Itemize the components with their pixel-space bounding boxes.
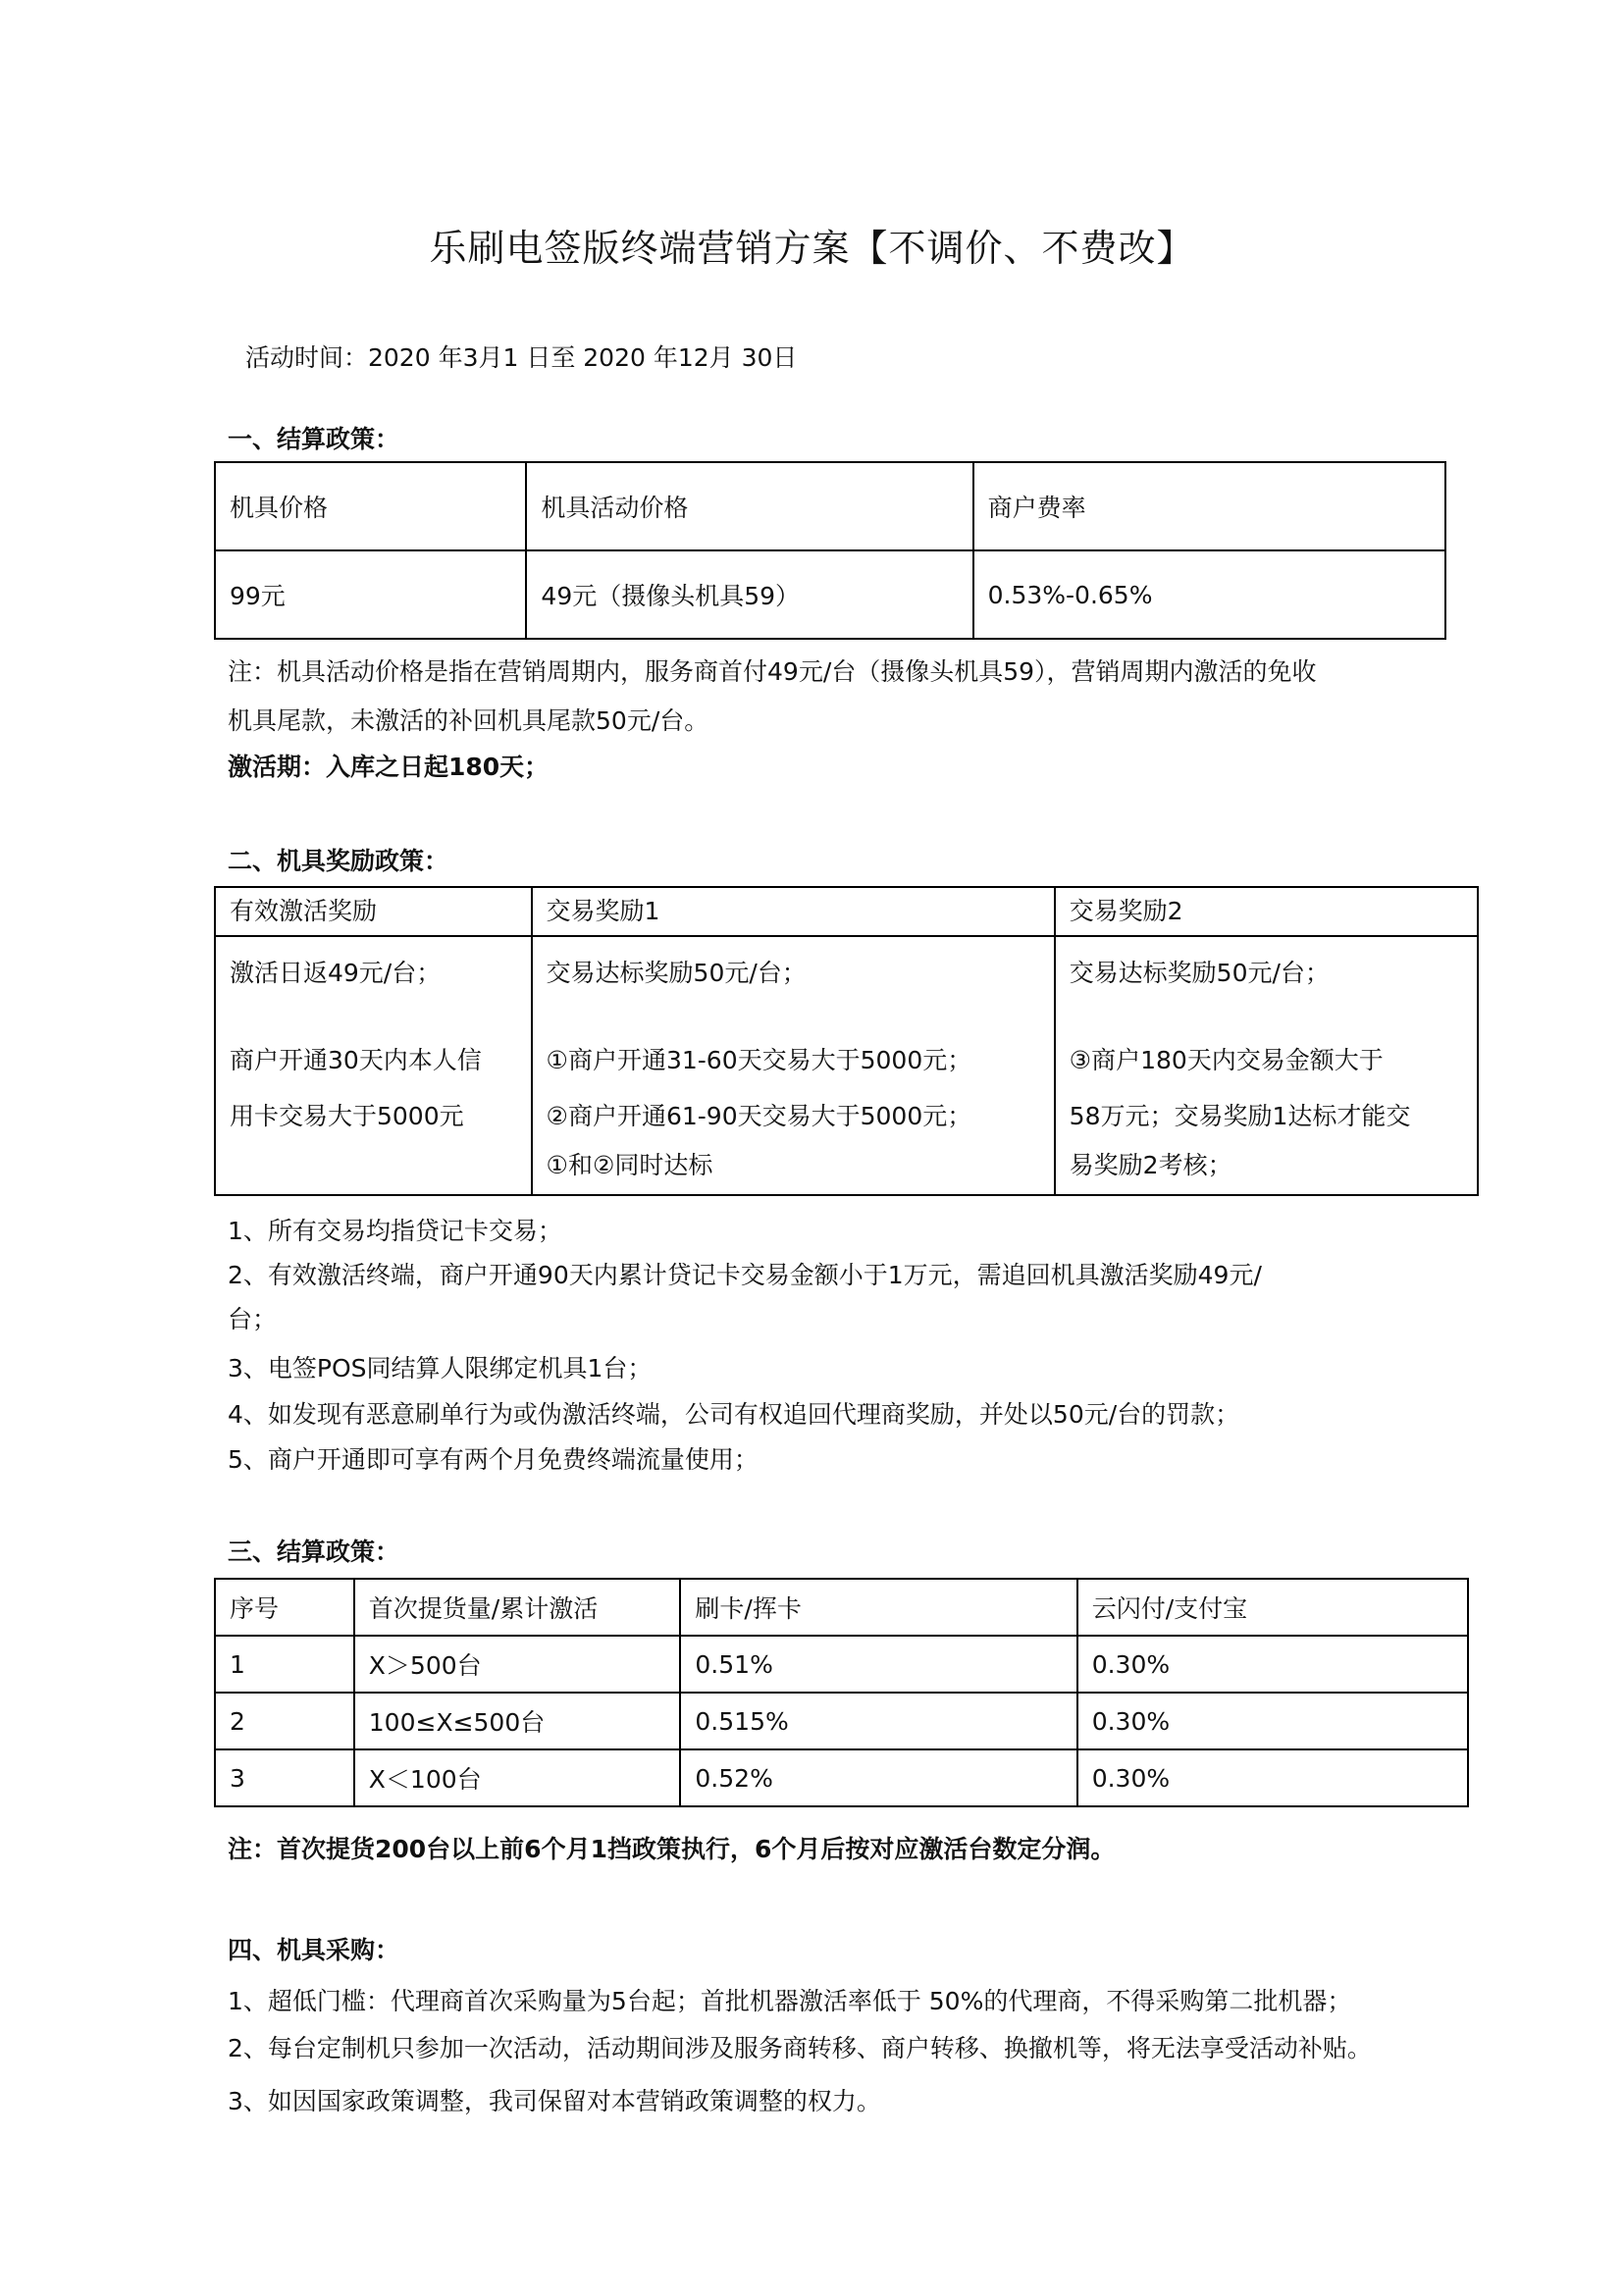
header-cell: 交易奖励2	[1055, 887, 1478, 936]
table-cell	[532, 936, 1055, 1195]
table-cell: 1	[215, 1636, 354, 1693]
cell-line: 商户开通30天内本人信	[230, 1046, 482, 1074]
section1-note: 机具尾款，未激活的补回机具尾款50元/台。	[228, 706, 709, 735]
section3-heading: 三、结算政策：	[228, 1538, 400, 1566]
table-header-row	[215, 1579, 1468, 1636]
table-cell: X＞500台	[354, 1636, 681, 1693]
cell-spacer	[547, 1001, 1040, 1032]
table-cell	[1055, 936, 1478, 1195]
cell-line: 易奖励2考核；	[1069, 1151, 1232, 1179]
header-cell: 云闪付/支付宝	[1077, 1579, 1468, 1636]
table-row	[215, 936, 1478, 1195]
table-row	[215, 1636, 1468, 1693]
reward-note: 台；	[228, 1305, 278, 1333]
header-cell: 刷卡/挥卡	[680, 1579, 1076, 1636]
section2-heading: 二、机具奖励政策：	[228, 847, 449, 875]
activation-period: 激活期：入库之日起180天；	[228, 753, 550, 781]
table-cell: 100≤X≤500台	[354, 1693, 681, 1749]
table-cell: 0.52%	[680, 1749, 1076, 1806]
activity-time: 活动时间：2020 年3月1 日至 2020 年12月 30日	[245, 343, 798, 372]
table-cell: 3	[215, 1749, 354, 1806]
reward-note: 2、有效激活终端，商户开通90天内累计贷记卡交易金额小于1万元，需追回机具激活奖励49元/	[228, 1261, 1262, 1289]
header-cell: 机具价格	[215, 462, 526, 550]
cell-line: ①和②同时达标	[546, 1151, 713, 1179]
tier-note: 注：首次提货200台以上前6个月1挡政策执行，6个月后按对应激活台数定分润。	[228, 1835, 1116, 1863]
table-header-row	[215, 887, 1478, 936]
table-cell: 0.53%-0.65%	[973, 550, 1445, 639]
header-cell: 首次提货量/累计激活	[354, 1579, 681, 1636]
page-title: 乐刷电签版终端营销方案【不调价、不费改】	[429, 227, 1195, 270]
cell-line: 激活日返49元/台；	[230, 959, 442, 987]
reward-note: 3、电签POS同结算人限绑定机具1台；	[228, 1354, 653, 1382]
cell-line: ③商户180天内交易金额大于	[1069, 1046, 1384, 1074]
tier-table	[214, 1578, 1469, 1807]
header-cell: 商户费率	[973, 462, 1445, 550]
table-cell: 0.30%	[1077, 1749, 1468, 1806]
table-cell: 2	[215, 1693, 354, 1749]
table-row	[215, 1749, 1468, 1806]
table-row	[215, 1693, 1468, 1749]
reward-note: 5、商户开通即可享有两个月免费终端流量使用；	[228, 1445, 759, 1474]
reward-note: 4、如发现有恶意刷单行为或伪激活终端，公司有权追回代理商奖励，并处以50元/台的罚款；	[228, 1400, 1240, 1429]
header-cell: 交易奖励1	[532, 887, 1055, 936]
table-cell: 0.30%	[1077, 1636, 1468, 1693]
section1-note: 注：机具活动价格是指在营销周期内，服务商首付49元/台（摄像头机具59），营销周期内激活的免收	[228, 657, 1317, 686]
cell-line: 58万元；交易奖励1达标才能交	[1069, 1102, 1411, 1130]
cell-line: ②商户开通61-90天交易大于5000元；	[546, 1102, 972, 1130]
table-cell: 49元（摄像头机具59）	[526, 550, 972, 639]
reward-table	[214, 886, 1479, 1196]
cell-line: 交易达标奖励50元/台；	[546, 959, 807, 987]
table-cell: 0.30%	[1077, 1693, 1468, 1749]
table-row	[215, 550, 1445, 639]
header-cell: 序号	[215, 1579, 354, 1636]
reward-note: 1、所有交易均指贷记卡交易；	[228, 1217, 562, 1245]
section4-heading: 四、机具采购：	[228, 1936, 400, 1964]
purchase-item: 2、每台定制机只参加一次活动，活动期间涉及服务商转移、商户转移、换撤机等，将无法享受活动补贴。	[228, 2034, 1372, 2062]
cell-spacer	[230, 1001, 517, 1032]
table-cell: 99元	[215, 550, 526, 639]
table-cell: 0.51%	[680, 1636, 1076, 1693]
cell-spacer	[1070, 1001, 1463, 1032]
table-header-row	[215, 462, 1445, 550]
section1-heading: 一、结算政策：	[228, 425, 400, 453]
purchase-item: 3、如因国家政策调整，我司保留对本营销政策调整的权力。	[228, 2087, 881, 2115]
table-cell	[215, 936, 532, 1195]
purchase-item: 1、超低门槛：代理商首次采购量为5台起；首批机器激活率低于 50%的代理商，不得采购第二批机器；	[228, 1987, 1352, 2015]
cell-line: 用卡交易大于5000元	[230, 1102, 464, 1130]
cell-line: 交易达标奖励50元/台；	[1069, 959, 1330, 987]
table-cell: X＜100台	[354, 1749, 681, 1806]
settlement-table	[214, 461, 1446, 640]
table-cell: 0.515%	[680, 1693, 1076, 1749]
cell-line: ①商户开通31-60天交易大于5000元；	[546, 1046, 972, 1074]
header-cell: 机具活动价格	[526, 462, 972, 550]
header-cell: 有效激活奖励	[215, 887, 532, 936]
